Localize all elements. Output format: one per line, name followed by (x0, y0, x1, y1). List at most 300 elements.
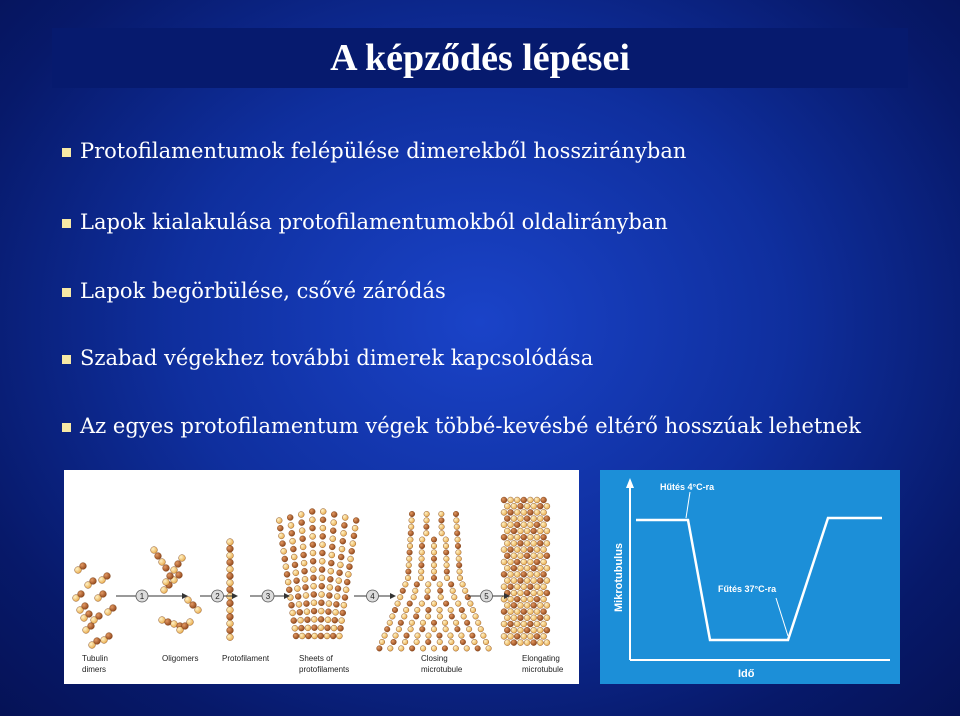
tubulin-bead (508, 559, 514, 565)
tubulin-bead (456, 550, 462, 556)
tubulin-bead (501, 547, 507, 553)
tubulin-bead (349, 548, 355, 554)
tubulin-bead (185, 597, 192, 604)
tubulin-bead (453, 646, 459, 652)
tubulin-bead (419, 537, 425, 543)
tubulin-bead (443, 543, 449, 549)
tubulin-bead (388, 646, 394, 652)
tubulin-bead (319, 592, 325, 598)
tubulin-bead (527, 509, 533, 515)
tubulin-bead (310, 525, 316, 531)
tubulin-bead (521, 547, 527, 553)
tubulin-bead (537, 528, 543, 534)
tubulin-bead (511, 590, 517, 596)
tubulin-bead (518, 578, 524, 584)
tubulin-bead (457, 575, 463, 581)
tubulin-bead (534, 497, 540, 503)
tubulin-bead (297, 609, 303, 615)
tubulin-bead (501, 633, 507, 639)
tubulin-bead (437, 607, 443, 613)
tubulin-bead (159, 559, 166, 566)
step-number: 2 (215, 592, 220, 601)
tubulin-bead (511, 540, 517, 546)
tubulin-bead (504, 565, 510, 571)
tubulin-bead (400, 588, 406, 594)
tubulin-bead (521, 609, 527, 615)
bullet-item (60, 278, 446, 304)
tubulin-bead (514, 497, 520, 503)
tubulin-bead (544, 553, 550, 559)
tubulin-bead (327, 576, 333, 582)
tubulin-bead (332, 617, 338, 623)
tubulin-bead (227, 579, 234, 586)
tubulin-bead (319, 567, 325, 573)
tubulin-bead (504, 627, 510, 633)
tubulin-bead (504, 578, 510, 584)
tubulin-bead (290, 546, 296, 552)
tubulin-bead (395, 601, 401, 607)
tubulin-bead (524, 627, 530, 633)
tubulin-bead (511, 516, 517, 522)
tubulin-bead (325, 617, 331, 623)
caption-closing-2: microtubule (421, 665, 463, 674)
tubulin-bead (431, 601, 437, 607)
tubulin-bead (338, 625, 344, 631)
tubulin-bead (504, 640, 510, 646)
tubulin-bead (518, 565, 524, 571)
tubulin-bead (534, 571, 540, 577)
tubulin-bead (319, 558, 325, 564)
tubulin-bead (541, 609, 547, 615)
tubulin-bead (521, 559, 527, 565)
tubulin-bead (439, 518, 445, 524)
tubulin-bead (481, 633, 487, 639)
tubulin-bead (514, 522, 520, 528)
tubulin-bead (305, 625, 311, 631)
tubulin-bead (518, 627, 524, 633)
tubulin-bead (287, 515, 293, 521)
tubulin-bead (420, 626, 426, 632)
tubulin-bead (501, 522, 507, 528)
tubulin-bead (531, 565, 537, 571)
tubulin-bead (320, 517, 326, 523)
tubulin-bead (424, 518, 430, 524)
tubulin-bead (390, 614, 396, 620)
tubulin-bead (78, 591, 85, 598)
tubulin-bead (303, 601, 309, 607)
tubulin-bead (311, 625, 317, 631)
tubulin-bead (305, 633, 311, 639)
tubulin-bead (312, 633, 318, 639)
tubulin-bead (100, 591, 107, 598)
polymerization-graph-svg (600, 470, 900, 684)
tubulin-bead (534, 596, 540, 602)
tubulin-bead (431, 575, 437, 581)
tubulin-bead (418, 575, 424, 581)
tubulin-bead (514, 633, 520, 639)
tubulin-bead (414, 639, 420, 645)
tubulin-bead (325, 609, 331, 615)
bullet-text: Protofilamentumok felépülése dimerekből hosszirányban (80, 139, 687, 163)
tubulin-bead (280, 541, 286, 547)
tubulin-bead (352, 525, 358, 531)
tubulin-bead (456, 556, 462, 562)
tubulin-bead (524, 503, 530, 509)
tubulin-bead (311, 608, 317, 614)
tubulin-bead (337, 570, 343, 576)
tubulin-bead (310, 567, 316, 573)
tubulin-bead (327, 584, 333, 590)
tubulin-bead (320, 509, 326, 515)
tubulin-bead (518, 602, 524, 608)
tubulin-bead (453, 511, 459, 517)
tubulin-bead (227, 552, 234, 559)
tubulin-bead (391, 639, 397, 645)
tubulin-bead (527, 584, 533, 590)
tubulin-bead (537, 553, 543, 559)
tubulin-bead (411, 594, 417, 600)
tubulin-bead (501, 571, 507, 577)
tubulin-bead (285, 579, 291, 585)
tubulin-bead (343, 587, 349, 593)
tubulin-bead (518, 540, 524, 546)
bullet-text: Az egyes protofilamentum végek többé-kevésbé eltérő hosszúak lehetnek (80, 414, 862, 438)
tubulin-bead (419, 543, 425, 549)
tubulin-bead (501, 609, 507, 615)
tubulin-bead (190, 602, 197, 609)
tubulin-bead (501, 534, 507, 540)
tubulin-bead (171, 567, 178, 574)
tubulin-bead (167, 573, 174, 580)
tubulin-bead (304, 617, 310, 623)
tubulin-bead (151, 547, 158, 554)
tubulin-bead (541, 509, 547, 515)
tubulin-bead (470, 607, 476, 613)
tubulin-bead (449, 639, 455, 645)
tubulin-bead (227, 559, 234, 566)
tubulin-bead (227, 627, 234, 634)
tubulin-bead (300, 544, 306, 550)
tubulin-bead (537, 640, 543, 646)
tubulin-bead (537, 540, 543, 546)
tubulin-bead (338, 554, 344, 560)
tubulin-bead (541, 559, 547, 565)
tubulin-bead (514, 559, 520, 565)
tubulin-bead (350, 541, 356, 547)
tubulin-bead (462, 588, 468, 594)
tubulin-bead (424, 511, 430, 517)
tubulin-bead (537, 602, 543, 608)
tubulin-bead (175, 561, 182, 568)
tubulin-bead (504, 602, 510, 608)
polymerization-graph (600, 470, 900, 684)
tubulin-bead (406, 569, 412, 575)
bullet-text: Szabad végekhez további dimerek kapcsolódása (80, 346, 594, 370)
bullet-square-icon (62, 148, 71, 157)
tubulin-bead (521, 571, 527, 577)
tubulin-bead (344, 579, 350, 585)
caption-tubulin-1: Tubulin (82, 654, 108, 663)
tubulin-bead (290, 538, 296, 544)
tubulin-bead (289, 602, 295, 608)
tubulin-bead (171, 621, 178, 628)
tubulin-bead (524, 516, 530, 522)
tubulin-bead (319, 575, 325, 581)
tubulin-bead (324, 633, 330, 639)
tubulin-bead (514, 547, 520, 553)
tubulin-bead (333, 601, 339, 607)
tubulin-bead (227, 545, 234, 552)
tubulin-bead (511, 602, 517, 608)
tubulin-bead (453, 620, 459, 626)
tubulin-bead (311, 616, 317, 622)
tubulin-bead (534, 609, 540, 615)
tubulin-bead (425, 614, 431, 620)
tubulin-bead (439, 511, 445, 517)
tubulin-bead (298, 625, 304, 631)
tubulin-bead (544, 516, 550, 522)
tubulin-bead (508, 621, 514, 627)
tubulin-bead (341, 522, 347, 528)
tubulin-bead (340, 610, 346, 616)
tubulin-bead (336, 633, 342, 639)
tubulin-bead (292, 625, 298, 631)
tubulin-bead (339, 618, 345, 624)
tubulin-bead (544, 565, 550, 571)
tubulin-bead (531, 553, 537, 559)
tubulin-bead (396, 626, 402, 632)
tubulin-bead (455, 626, 461, 632)
tubulin-bead (106, 633, 113, 640)
tubulin-bead (544, 615, 550, 621)
tubulin-bead (96, 613, 103, 620)
tubulin-bead (329, 544, 335, 550)
tubulin-bead (511, 565, 517, 571)
tubulin-bead (504, 516, 510, 522)
tubulin-bead (281, 548, 287, 554)
y-axis-arrow-icon (626, 478, 634, 488)
tubulin-bead (504, 503, 510, 509)
tubulin-bead (431, 550, 437, 556)
tubulin-bead (470, 633, 476, 639)
tubulin-bead (310, 550, 316, 556)
tubulin-bead (508, 596, 514, 602)
tubulin-bead (514, 621, 520, 627)
bullet-square-icon (62, 423, 71, 432)
tubulin-bead (329, 552, 335, 558)
tubulin-bead (534, 584, 540, 590)
tubulin-bead (301, 560, 307, 566)
tubulin-bead (403, 607, 409, 613)
tubulin-bead (163, 579, 170, 586)
tubulin-bead (537, 578, 543, 584)
tubulin-bead (443, 537, 449, 543)
tubulin-bead (527, 534, 533, 540)
tubulin-bead (537, 615, 543, 621)
tubulin-bead (501, 497, 507, 503)
tubulin-bead (466, 626, 472, 632)
tubulin-bead (531, 516, 537, 522)
captions (82, 654, 564, 674)
tubulin-bead (412, 588, 418, 594)
tubulin-bead (431, 543, 437, 549)
tubulin-bead (291, 618, 297, 624)
tubulin-bead (460, 639, 466, 645)
tubulin-bead (408, 537, 414, 543)
tubulin-bead (511, 503, 517, 509)
tubulin-bead (419, 601, 425, 607)
tubulin-bead (320, 525, 326, 531)
tubulin-bead (501, 559, 507, 565)
tubulin-bead (292, 562, 298, 568)
tubulin-bead (473, 614, 479, 620)
tubulin-bead (409, 518, 415, 524)
tubulin-bead (443, 601, 449, 607)
tubulin-bead (339, 546, 345, 552)
tubulin-bead (472, 639, 478, 645)
tubulin-bead (277, 525, 283, 531)
tubulin-bead (504, 615, 510, 621)
tubulin-bead (286, 587, 292, 593)
tubulin-bead (508, 497, 514, 503)
tubulin-bead (342, 595, 348, 601)
tubulin-bead (524, 590, 530, 596)
tubulin-bead (420, 646, 426, 652)
tubulin-bead (527, 559, 533, 565)
heating-pointer (776, 598, 788, 636)
tubulin-bead (514, 584, 520, 590)
cooling-pointer (686, 492, 690, 518)
tubulin-bead (544, 602, 550, 608)
tubulin-bead (454, 530, 460, 536)
tubulin-bead (431, 556, 437, 562)
tubulin-bead (464, 620, 470, 626)
caption-sheets-2: protofilaments (299, 665, 350, 674)
title-bar (52, 28, 908, 88)
tubulin-beads (73, 497, 550, 651)
tubulin-bead (514, 609, 520, 615)
tubulin-bead (328, 560, 334, 566)
tubulin-bead (511, 528, 517, 534)
tubulin-bead (335, 586, 341, 592)
step-number: 4 (370, 592, 375, 601)
tubulin-bead (531, 540, 537, 546)
tubulin-bead (451, 594, 457, 600)
tubulin-bead (531, 602, 537, 608)
tubulin-bead (318, 633, 324, 639)
tubulin-bead (504, 553, 510, 559)
caption-elongating-2: microtubule (522, 665, 564, 674)
tubulin-bead (295, 594, 301, 600)
tubulin-bead (454, 524, 460, 530)
tubulin-bead (94, 638, 101, 645)
tubulin-bead (439, 530, 445, 536)
tubulin-bead (155, 553, 162, 560)
tubulin-bead (311, 583, 317, 589)
tubulin-bead (424, 524, 430, 530)
tubulin-bead (443, 550, 449, 556)
tubulin-bead (537, 627, 543, 633)
tubulin-bead (293, 570, 299, 576)
tubulin-bead (465, 594, 471, 600)
tubulin-bead (521, 584, 527, 590)
tubulin-bead (531, 528, 537, 534)
tubulin-bead (110, 605, 117, 612)
tubulin-bead (407, 550, 413, 556)
tubulin-bead (404, 633, 410, 639)
tubulin-bead (518, 640, 524, 646)
tubulin-bead (407, 543, 413, 549)
tubulin-bead (326, 601, 332, 607)
tubulin-bead (377, 646, 383, 652)
tubulin-bead (486, 646, 492, 652)
tubulin-bead (521, 497, 527, 503)
tubulin-bead (408, 524, 414, 530)
tubulin-bead (437, 588, 443, 594)
tubulin-bead (342, 515, 348, 521)
tubulin-bead (527, 547, 533, 553)
tubulin-bead (278, 533, 284, 539)
tubulin-bead (187, 619, 194, 626)
tubulin-bead (541, 584, 547, 590)
caption-tubulin-2: dimers (82, 665, 107, 674)
tubulin-bead (541, 633, 547, 639)
tubulin-bead (353, 518, 359, 524)
tubulin-bead (337, 562, 343, 568)
tubulin-bead (534, 534, 540, 540)
tubulin-bead (431, 626, 437, 632)
tubulin-bead (483, 639, 489, 645)
tubulin-bead (541, 547, 547, 553)
tubulin-bead (508, 571, 514, 577)
bullet-square-icon (62, 219, 71, 228)
tubulin-bead (336, 578, 342, 584)
tubulin-bead (398, 620, 404, 626)
tubulin-bead (531, 590, 537, 596)
tubulin-bead (448, 582, 454, 588)
tubulin-bead (431, 646, 437, 652)
tubulin-bead (504, 528, 510, 534)
tubulin-bead (311, 600, 317, 606)
tubulin-bead (415, 633, 421, 639)
tubulin-bead (437, 639, 443, 645)
tubulin-bead (537, 516, 543, 522)
tubulin-bead (409, 646, 415, 652)
step-number: 5 (484, 592, 489, 601)
tubulin-bead (537, 590, 543, 596)
tubulin-bead (518, 516, 524, 522)
tubulin-bead (541, 621, 547, 627)
tubulin-bead (414, 582, 420, 588)
tubulin-bead (455, 537, 461, 543)
tubulin-bead (524, 578, 530, 584)
tubulin-bead (527, 596, 533, 602)
tubulin-bead (531, 627, 537, 633)
tubulin-bead (345, 571, 351, 577)
tubulin-bead (524, 528, 530, 534)
tubulin-bead (300, 536, 306, 542)
tubulin-bead (464, 646, 470, 652)
tubulin-bead (90, 578, 97, 585)
tubulin-bead (459, 607, 465, 613)
tubulin-bead (444, 575, 450, 581)
tubulin-bead (508, 509, 514, 515)
tubulin-bead (460, 582, 466, 588)
tubulin-bead (534, 547, 540, 553)
caption-protofilament: Protofilament (222, 654, 270, 663)
tubulin-bead (534, 621, 540, 627)
tubulin-bead (176, 572, 183, 579)
